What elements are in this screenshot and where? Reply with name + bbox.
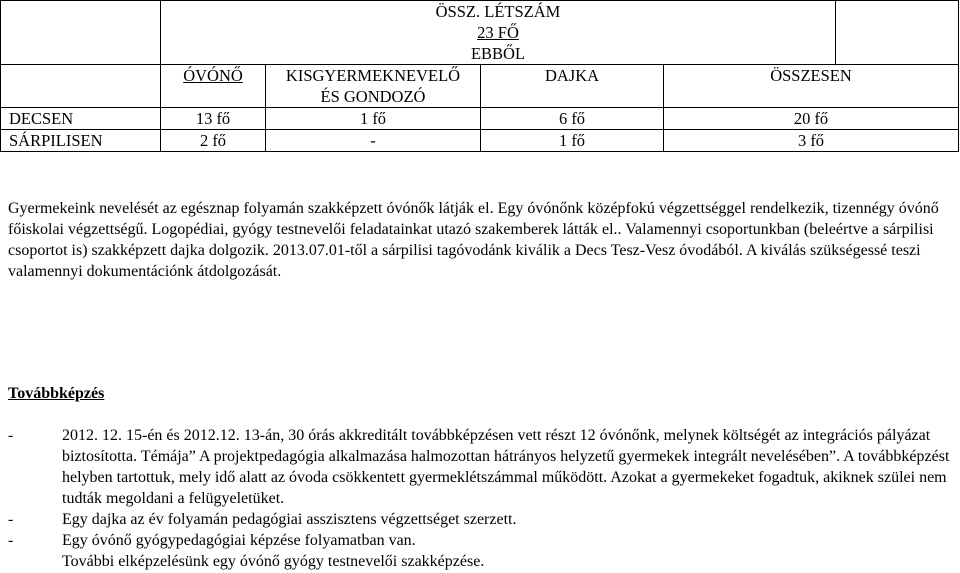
total-title: ÖSSZ. LÉTSZÁM xyxy=(435,2,561,21)
bullet-dash: - xyxy=(8,427,14,444)
row-name: DECSEN xyxy=(1,108,161,130)
cell-ovono: 2 fő xyxy=(161,130,266,152)
intro-paragraph: Gyermekeink nevelését az egésznap folyamán szakképzett óvónők látják el. Egy óvónőnk középfokú végzettséggel rendelkezik, tizennégy óvónő főiskolai végzettségű. Logopédiai, gyógy testnevelői feladatainkat utazó szakemberek látták el.. Valamennyi csoportunkban (beleértve a sárpilisi csoportot is) szakképzett dajka dolgozik. 2013.07.01-től a sárpilisi tagóvodánk kiválik a Decs Tesz-Vesz óvodából. A kiválás szükségessé teszi valamennyi dokumentációnk átdolgozását. xyxy=(8,200,939,280)
cell-kisgyermek: 1 fő xyxy=(266,108,481,130)
table-row xyxy=(1,130,959,152)
list-item-text: Egy óvónő gyógypedagógiai képzése folyamatban van. xyxy=(62,532,416,549)
header-kisgyermek-line2: ÉS GONDOZÓ xyxy=(320,87,426,106)
cell-osszesen: 3 fő xyxy=(664,130,959,152)
list-item xyxy=(0,509,960,530)
cell-dajka: 6 fő xyxy=(481,108,664,130)
list-item xyxy=(0,425,960,509)
list-item-text: 2012. 12. 15-én és 2012.12. 13-án, 30 órás akkreditált továbbképzésen vett részt 12 óvónőnk, melynek költségét az integrációs pályázat biztosította. Témája” A projektpedagógia alkalmazása halmozottan hátrányos helyzetű gyermekek integrált nevelésében”. A továbbképzést helyben tartottuk, mely idő alatt az óvoda csökkentett gyermeklétszámmal működött. Azokat a gyermekeket fogadtuk, akiknek szülei nem tudták megoldani a felügyeletüket. xyxy=(62,427,950,507)
header-dajka: DAJKA xyxy=(481,65,664,108)
cell-osszesen: 20 fő xyxy=(664,108,959,130)
header-ovono-label: ÓVÓNŐ xyxy=(183,66,243,85)
header-kisgyermek-line1: KISGYERMEKNEVELŐ xyxy=(285,66,461,85)
section-heading: Továbbképzés xyxy=(8,385,105,402)
cell-kisgyermek: - xyxy=(266,130,481,152)
header-osszesen: ÖSSZESEN xyxy=(664,65,959,108)
cell-ovono: 13 fő xyxy=(161,108,266,130)
list-item-text: Egy dajka az év folyamán pedagógiai asszisztens végzettséget szerzett. xyxy=(62,511,517,528)
bullet-dash: - xyxy=(8,532,14,549)
closing-line: További elképzelésünk egy óvónő gyógy testnevelői szakképzése. xyxy=(62,553,485,570)
bullet-dash: - xyxy=(8,511,14,528)
row-name: SÁRPILISEN xyxy=(1,130,161,152)
cell-dajka: 1 fő xyxy=(481,130,664,152)
header-kisgyermek xyxy=(266,65,481,108)
total-count: 23 FŐ xyxy=(477,23,519,42)
header-ovono xyxy=(161,65,266,108)
ebbol-label: EBBŐL xyxy=(470,44,526,63)
empty-cell xyxy=(1,1,161,65)
table-row xyxy=(1,108,959,130)
empty-cell xyxy=(1,65,161,108)
training-list xyxy=(0,425,960,572)
empty-cell xyxy=(836,1,959,65)
staff-count-table xyxy=(0,0,959,152)
list-item xyxy=(0,530,960,551)
table-title-row xyxy=(1,1,959,65)
total-header-cell xyxy=(161,1,836,65)
table-header-row xyxy=(1,65,959,108)
